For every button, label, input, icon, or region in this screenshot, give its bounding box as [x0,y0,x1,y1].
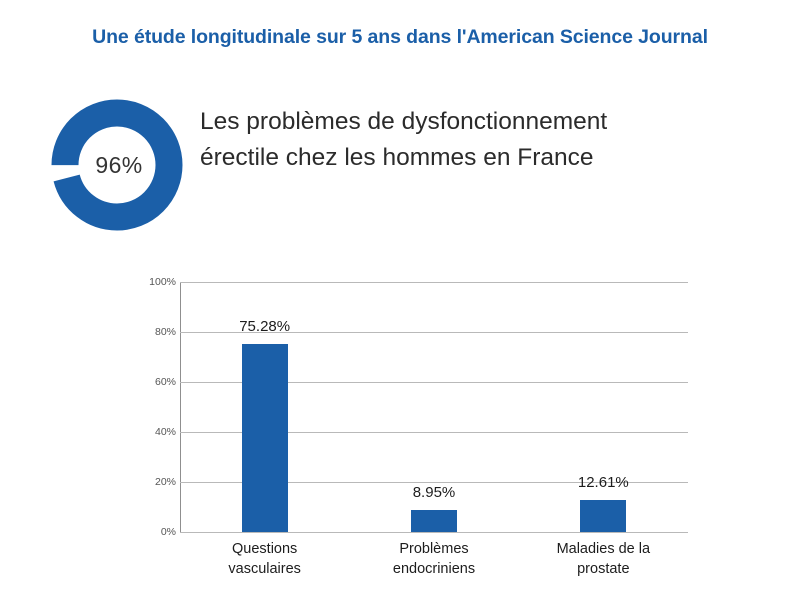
statement-line-2: érectile chez les hommes en France [200,143,594,171]
bar[interactable] [411,510,457,532]
stat-highlight [0,86,800,236]
x-axis-category-line: Questions [232,541,298,557]
bar[interactable] [580,500,626,532]
statement-text [200,104,760,175]
donut-value-label: 96% [95,151,143,178]
bar-series [180,282,688,532]
page-title: Une étude longitudinale sur 5 ans dans l'American Science Journal [92,26,708,48]
chart-plot-area [128,258,688,614]
y-axis-tick-label: 60% [154,376,176,388]
x-axis-category-label [519,540,688,579]
y-axis-tick-label: 100% [149,276,176,288]
x-axis-category-line: endocriniens [392,560,476,577]
x-axis-labels [180,540,688,600]
donut-chart [42,90,192,240]
x-axis-category-line: Problèmes [399,541,469,557]
y-axis-tick-label: 40% [154,426,176,438]
y-axis-labels [128,258,176,558]
bar-value-label: 8.95% [412,483,456,501]
gridline [180,532,688,533]
bar-slot [519,282,688,532]
bar-value-label: 75.28% [239,317,291,335]
x-axis-category-line: Maladies de la [556,541,651,557]
bar-slot [349,282,518,532]
bar-slot [180,282,349,532]
x-axis-category-label [180,540,349,579]
x-axis-category-label [349,540,518,579]
bar-value-label: 12.61% [577,474,629,492]
bar-chart [0,258,800,614]
x-axis-category-line: prostate [577,560,630,577]
y-axis-tick-label: 80% [154,326,176,338]
y-axis-tick-label: 0% [160,526,176,538]
y-axis-tick-label: 20% [154,476,176,488]
bar[interactable] [242,344,288,532]
statement-line-1: Les problèmes de dysfonctionnement [200,108,608,135]
x-axis-category-line: vasculaires [228,560,301,577]
